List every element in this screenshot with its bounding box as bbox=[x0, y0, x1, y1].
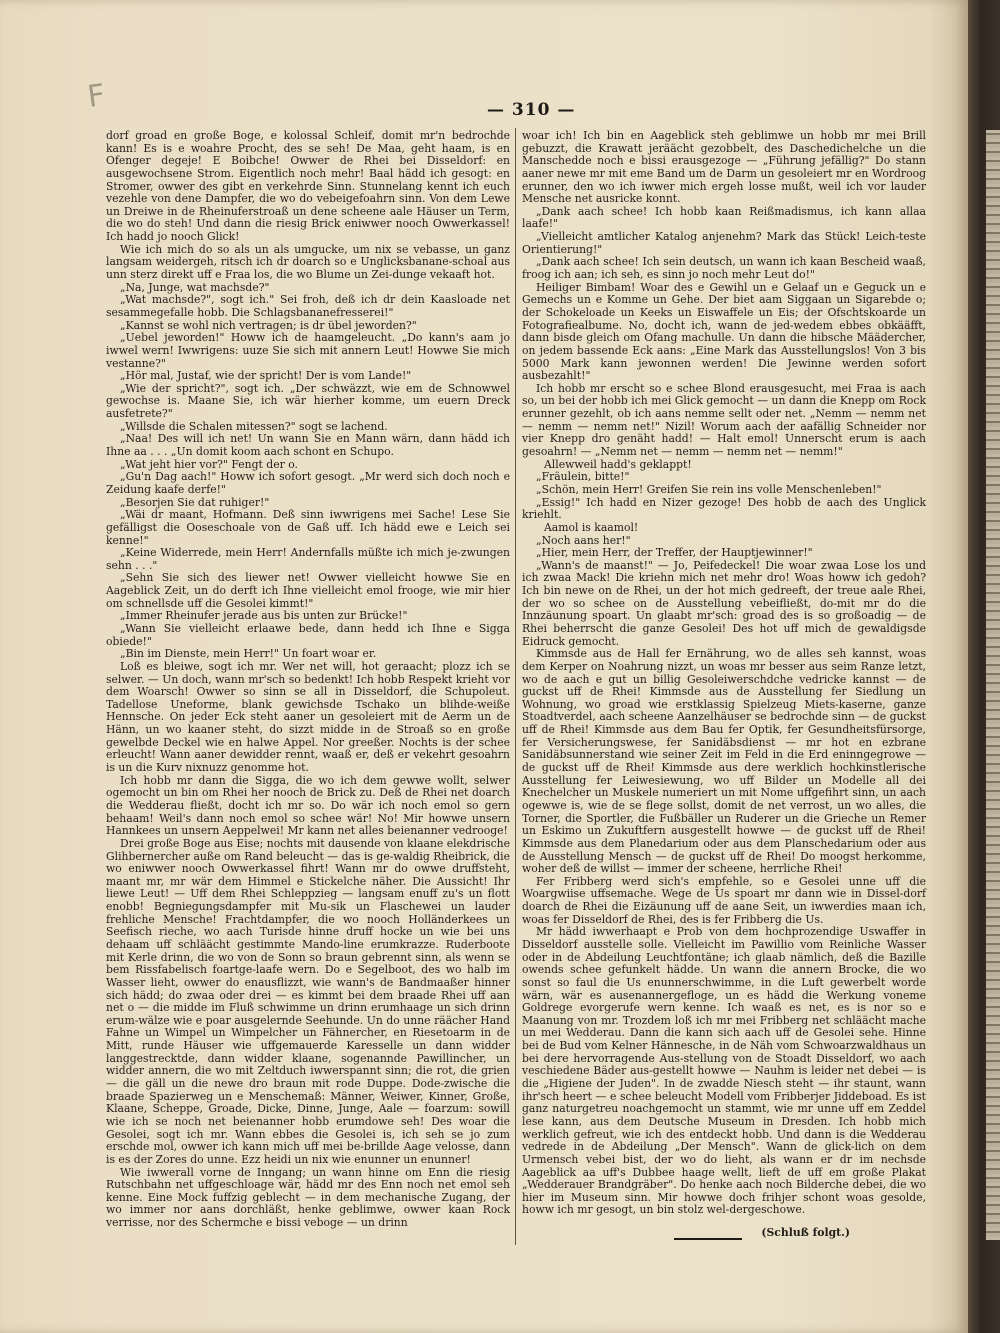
right-column bbox=[522, 130, 926, 1240]
paragraph: „Hier, mein Herr, der Treffer, der Hauptjewinner!" bbox=[536, 546, 813, 560]
paragraph: „Na, Junge, wat machsde?" bbox=[120, 280, 270, 294]
paragraph: „Fräulein, bitte!" bbox=[536, 470, 630, 484]
paragraph: „Wat jeht hier vor?" Fengt der o. bbox=[120, 457, 298, 471]
paragraph: „Sehn Sie sich des liewer net! Owwer vielleicht howwe Sie en Aageblick Zeit, un do derft ich Ihne vielleicht emol frooge, wie mir hier om schnellsde uff die Gesolei kimmt!" bbox=[106, 571, 510, 610]
paragraph: „Kannst se wohl nich vertragen; is dr übel jeworden?" bbox=[120, 318, 417, 332]
paragraph: Wie ich mich do so als un als umgucke, um nix se vebasse, un ganz langsam weidergeh, ritsch ich dr doarch so e Unglicksbanane-schoal aus unn sterz direkt uff e Fraa los, die wo Blume un Zei-dunge vekaaft hot. bbox=[106, 242, 510, 282]
paragraph: Heiliger Bimbam! Woar des e Gewihl un e Gelaaf un e Geguck un e Gemechs un e Komme un Gehe. Der biet aam Siggaan un Sigarebde o; der Schokeloade un Keeks un Eiswaffele un Eis; der Ofschtskoarde un Fotografiealbume. No, docht ich, wann de jed-wedem ebbes obkääfft, dann bisde gleich om Ofang machulle. Un dann die hibsche Määdercher, on jedem bassende Eck aans: „Eine Mark das Ausstellungslos! Von 3 bis 5000 Mark kann jewonnen werden! Die Jewinne werden sofort ausbezahlt!" bbox=[522, 280, 926, 383]
paragraph: „Noch aans her!" bbox=[536, 533, 631, 547]
paragraph: „Dank aach schee! Ich sein deutsch, un wann ich kaan Bescheid waaß, froog ich aan; ich seh, es sinn jo noch mehr Leut do!" bbox=[522, 255, 926, 282]
paragraph: „Wie der spricht?", sogt ich. „Der schwäzzt, wie em de Schnowwel gewochse is. Maane Sie, ich wär hierher komme, um euern Dreck ausfetrete?" bbox=[106, 381, 510, 421]
paragraph: Kimmsde aus de Hall fer Ernährung, wo de alles seh kannst, woas dem Kerper on Noahrung nizzt, un woas mr besser aus seim Ranze letzt, wo de aach e gut un billig Gesoleiwerschdche vedricke kannst — de guckst uff de Rhei! Kimmsde aus de Ausstellung fer Siedlung un Wohnung, wo groad wie erstklassig Spielzeug Miets-kaserne, ganze Stoadtverdel, aach scheene Aanzelhäuser se bedrochde sinn — de guckst uff de Rhei! Kimmsde aus dem Bau fer Optik, fer Gesundheitsfürsorge, fer Versicherungswese, fer Sanidäbsdienst — mr hot en ezbrane Sanidäbsunnerstand wie seiner Zeit im Feld in die Erd eninngegrowe — de guckst uff de Rhei! Kimmsde aus dere werklich hochkinstlerische Ausstellung fer Leiwesiewung, wo uff Bilder un Modelle all dei Knechelcher un Muskele numeriert un mit Nome uffgefihrt sinn, un aach ogewwe is, wie de se flege sollst, domit de net verrost, un wo alles, die Torner, die Sportler, die Fußbäller un Ruderer un die Grieche un Remer un Eskimo un Zukuftfern ausgestellt howwe — de guckst uff de Rhei! Kimmsde aus dem Planedarium oder aus dem Planschedarium oder aus de Ausstellung Mensch — de guckst uff de Rhei! Do moogst herkomme, woher deß de willst — immer der scheene, herrliche Rhei! bbox=[522, 647, 926, 876]
paragraph: „Immer Rheinufer jerade aus bis unten zur Brücke!" bbox=[120, 609, 408, 623]
continuation-note: (Schluß folgt.) bbox=[761, 1226, 850, 1240]
paragraph: Ich hobb mr erscht so e schee Blond erausgesucht, mei Fraa is aach so, un bei der hobb ich mei Glick gemocht — un dann die Knepp om Rock erunner gezehlt, ob ich aans nemme sellt oder net. „Nemm — nemm net — nemm — nemm net!" Nizil! Worum aach der aafällig Schneider nor vier Knepp dro genäht hadd! — Halt emol! Unnerscht erum is aach gesoahrn! — „Nemm net — nemm — nemm net — nemm!" bbox=[522, 381, 926, 459]
paragraph: „Naa! Des will ich net! Un wann Sie en Mann wärn, dann hädd ich Ihne aa . . . „Un domit koom aach schont en Schupo. bbox=[106, 432, 510, 459]
column-divider bbox=[515, 128, 516, 1245]
paragraph: „Keine Widerrede, mein Herr! Andernfalls müßte ich mich je-zwungen sehn . . ." bbox=[106, 546, 510, 572]
paragraph: „Wat machsde?", sogt ich." Sei froh, deß ich dr dein Kaasloade net sesammegefalle hobb. Die Schlagsbananefresserei!" bbox=[106, 293, 510, 319]
page-number: — 310 — bbox=[487, 100, 576, 120]
library-mark: F bbox=[85, 77, 108, 115]
left-column bbox=[106, 130, 510, 1245]
paragraph: Fer Fribberg werd sich's empfehle, so e Gesolei unne uff die Woargwiise uffsemache. Wege de Us spoart mr dann wie in Dissel-dorf doarch de Rhei die Eizäunung uff de aane Seit, un iwwerdies maan ich, woas fer Disseldorf de Rhei, des is fer Fribberg die Us. bbox=[522, 874, 926, 926]
paragraph: „Wann's de maanst!" — Jo, Peifedeckel! Die woar zwaa Lose los und ich zwaa Mack! Die kriehn mich net mehr dro! Woas howw ich gedoh? Ich bin newe on de Rhei, un der hot mich gedreeft, der treue aale Rhei, der wo so schee on de Ausstellung vebeifließt, do-mit mr do die Innzäunung spoart. Un glaabt mr'sch: groad des is so großoadig — de Rhei beherrscht die ganze Gesolei! Des hot uff mich de gewaldigsde Eidruck gemocht. bbox=[522, 558, 926, 648]
adjacent-page-text-strip bbox=[986, 130, 1000, 1240]
paragraph: Allewweil hadd's geklappt! bbox=[544, 457, 692, 471]
paragraph: „Uebel jeworden!" Howw ich de haamgeleucht. „Do kann's aam jo iwwel wern! Iwwrigens: uuze Sie sich mit annern Leut! Howwe Sie mich vestanne?" bbox=[106, 331, 510, 370]
paragraph: „Besorjen Sie dat ruhiger!" bbox=[120, 495, 270, 509]
paragraph: Ich hobb mr dann die Sigga, die wo ich dem gewwe wollt, selwer ogemocht un bin om Rhei her nooch de Brick zu. Deß de Rhei net doarch die Wedderau fließt, docht ich mr so. Do wär ich noch emol so gern behaam! Weil's dann noch emol so schee wär! No! Mir howwe unsern Hannkees un unsern Aeppelwei! Mr kann net alles beienanner vedrooge! bbox=[106, 773, 510, 838]
paragraph: Drei große Boge aus Eise; nochts mit dausende von klaane elekdrische Glihbernercher auße om Rand beleucht — das is ge-waldig Rheibrick, die wo eniwwer nooch Owwerkassel fihrt! Wann mr do owwe druffsteht, maant mr, mr wär dem Himmel e Stickelche näher. Die Aussicht! Ihr liewe Leut! — Uff dem Rhei Schleppzieg — langsam enuff zu's un flott enobb! Begniegungsdampfer mit Mu-sik un Flaschewei un lauder frehliche Mensche! Frachtdampfer, die wo nooch Holländerkees un Seefisch rieche, wo aach Turisde hinne druff hocke un wie bei uns dehaam uff schläächt gestimmte Mando-line erumkrazze. Ruderboote mit Kerle drinn, die wo von de Sonn so braun gebrennt sinn, als wenn se bem Rissfabelisch foartge-laafe wern. Do e Segelboot, des wo halb im Wasser lieht, owwer do enausflizzt, wie wann's de Bandmaaßer hinner sich hädd; do zwaa oder drei — es kimmt bei dem braade Rhei uff aan net o — die midde im Fluß schwimme un drinn erumhaage un sich drinn erum-wälze wie e poar ausgelernde Seehunde. Un do unne räächer Hand Fahne un Wimpel un Wimpelcher un Fähnercher, en Riesetoarm in de Mitt, runde Häuser wie uffgemauerde Karesselle un dann widder langgestrecktde, dann widder klaane, sogenannde Pawillincher, un widder annern, die wo mit Zeltduch iwwerspannt sinn; die rot, die grien — die gäll un die newe dro braun mit rode Duppe. Dode-zwische die braade Spazierweg un e Menschemaß: Männer, Weiwer, Kinner, Große, Klaane, Scheppe, Groade, Dicke, Dinne, Junge, Aale — foarzum: sowill wie ich se noch net beienanner hobb erumdowe seh! Des woar die Gesolei, sogt ich mr. Wann ebbes die Gesolei is, ich seh se jo zum erschde mol, owwer ich kann mich uff mei be-brillde Aage velosse, dann is es der Zores do unne. Ezz heidi un nix wie enunner un enunner! bbox=[106, 836, 510, 1166]
paragraph: Loß es bleiwe, sogt ich mr. Wer net will, hot geraacht; plozz ich se selwer. — Un doch, wann mr'sch so bedenkt! Ich hobb Respekt krieht vor dem Woarsch! Owwer so sinn se all in Disseldorf, die Schupoleut. Tadellose Uneforme, blank gewichsde Tschako un blihde-weiße Hennsche. On jeder Eck steht aaner un gesoleiert mit de Aerm un de Hänn, un wo kaaner steht, do sizzt midde in de Stroaß so en große gewelbde Deckel wie en halwe Appel. Nor greeßer. Nochts is der schee erleucht! Wann aaner dewidder rennt, waaß er, deß er vekehrt gesoahrn is un die Kurv nixnuzz genomme hot. bbox=[106, 659, 510, 775]
paragraph: „Wäi dr maant, Hofmann. Deß sinn iwwrigens mei Sache! Lese Sie gefälligst die Ooseschoale von de Gaß uff. Ich hädd ewe e Leich sei kenne!" bbox=[106, 508, 510, 547]
paragraph: woar ich! Ich bin en Aageblick steh geblimwe un hobb mr mei Brill gebuzzt, die Krawatt jeräächt gezobbelt, des Daschedichelche un die Manschedde noch e bissi erausgezoge — „Führung jefällig?" Do stann aaner newe mr mit eme Band um de Darm un gesoleiert mr en Wordroog erunner, den wo ich iwwer mich ergeh losse mußt, weil ich vor lauder Mensche net ausricke konnt. bbox=[522, 129, 926, 206]
paragraph: „Hör mal, Justaf, wie der spricht! Der is vom Lande!" bbox=[120, 369, 412, 383]
end-rule bbox=[674, 1238, 742, 1240]
paragraph: „Willsde die Schalen mitessen?" sogt se lachend. bbox=[120, 419, 388, 433]
paragraph: „Dank aach schee! Ich hobb kaan Reißmadismus, ich kann allaa laafe!" bbox=[522, 204, 926, 231]
paragraph: „Bin im Dienste, mein Herr!" Un foart woar er. bbox=[120, 647, 377, 661]
paragraph: Aamol is kaamol! bbox=[544, 520, 639, 534]
paragraph: Wie iwwerall vorne de Inngang; un wann hinne om Enn die riesig Rutschbahn net uffgeschloage wär, hädd mr des Enn noch net emol seh kenne. Eine Mock fuffzig geblecht — in dem mechanische Zugang, der wo immer nor aans dorchläßt, henke geblimwe, owwer kaan Rock verrisse, nor des Schermche e bissi veboge — un drinn bbox=[106, 1165, 510, 1230]
paragraph: Mr hädd iwwerhaapt e Prob von dem hochprozendige Uswaffer in Disseldorf ausstelle solle. Vielleicht im Pawillio vom Reinliche Wasser oder in de Abdeilung Leuchtfontäne; ich glaab nämlich, deß die Bazille owends schee gefunkelt hädde. Un wann die annern Brocke, die wo sonst so faul die Us enunnerschwimme, in die Luft gewerbelt worde wärn, wär es ausenannergefloge, un es hädd die Werkung voneme Goldrege evorgerufe wern kenne. Ich waaß es net, es is nor so e Maanung von mr. Trozdem loß ich mr mei Fribberg net schläächt mache un mei Wedderau. Dann die kann sich aach uff de Gesolei sehe. Hinne bei de Bud vom Kelner Hännesche, in de Näh vom Schwoarzwaldhaus un bei dere hervorragende Aus-stellung von de Stoadt Disseldorf, wo aach veschiedene Bäder aus-gestellt howwe — Nauhm is leider net debei — is die „Higiene der Juden". In de zwadde Niesch steht — ihr staunt, wann ihr'sch heert — e schee beleucht Modell vom Fribberjer Jiddeboad. Es ist ganz naturgetreu noachgemocht un stammt, wie mr unne uff em Zeddel lese kann, aus dem Deutsche Museum in Dresden. Ich hobb mich werklich gefreut, wie ich des entdeckt hobb. Und dann is die Wedderau vedrede in de Abdeilung „Der Mensch". Wann de glick-lich on dem Urmensch vebei bist, der wo do lieht, als wann er dr im nechsde Aageblick aa uff's Dubbee haage wellt, lieft de uff em große Plakat „Wedderauer Brandgräber". Do henke aach noch Bilderche debei, die wo hier im Museum sinn. Mir howwe doch frihjer schont woas gesolde, howw ich mr gesogt, un bin stolz wel-dergeschowe. bbox=[522, 925, 926, 1217]
paragraph: „Schön, mein Herr! Greifen Sie rein ins volle Menschenleben!" bbox=[536, 482, 882, 496]
paragraph: „Gu'n Dag aach!" Howw ich sofort gesogt. „Mr werd sich doch noch e Zeidung kaafe derfe!" bbox=[106, 470, 510, 496]
paragraph: „Vielleicht amtlicher Katalog anjenehm? Mark das Stück! Leich-teste Orientierung!" bbox=[522, 230, 926, 256]
paragraph: „Wann Sie vielleicht erlaawe bede, dann hedd ich Ihne e Sigga obiede!" bbox=[106, 621, 510, 648]
paragraph: dorf groad en große Boge, e kolossal Schleif, domit mr'n bedrochde kann! Es is e woahre Procht, des se seh! De Maa, geht haam, is en Ofenger degeje! E Boibche! Owwer de Rhei bei Disseldorf: en ausgewochsene Strom. Eigentlich noch mehr! Baal hädd ich gesogt: en Stromer, owwer des gibt en verkehrde Sinn. Stunnelang kennt ich euch vezehle von dene Dampfer, die wo do vebeigefoahrn sinn. Von dem Lewe un Dreiwe in de Rheinuferstroaß un dene scheene aale Häuser un Term, die wo do steh! Und dann die riesig Brick eniwwer nooch Owwerkassel! Ich hadd jo nooch Glick! bbox=[106, 129, 510, 244]
paragraph: „Essig!" Ich hadd en Nizer gezoge! Des hobb de aach des Unglick kriehlt. bbox=[522, 495, 926, 522]
